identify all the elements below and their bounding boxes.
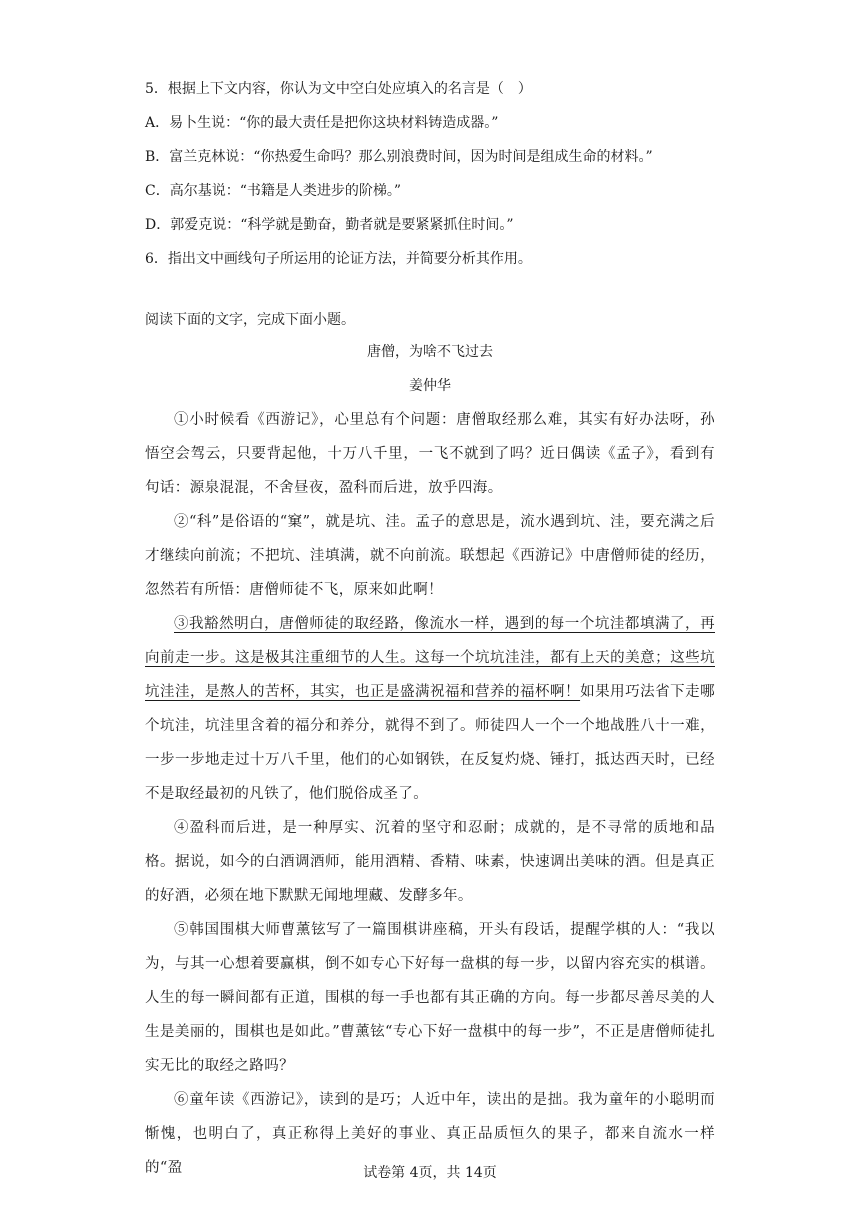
question-5-stem: 5．根据上下文内容，你认为文中空白处应填入的名言是（ ） <box>145 81 532 97</box>
paragraph-2: ②“科”是俗语的“窠”，就是坑、洼。孟子的意思是，流水遇到坑、洼，要充满之后才继续向前流；不把坑、洼填满，就不向前流。联想起《西游记》中唐僧师徒的经历，忽然若有所悟：唐僧师徒不飞，原来如此啊！ <box>145 514 715 598</box>
page-number: 试卷第 4页，共 14页 <box>363 1165 497 1181</box>
paragraph-3-rest: 如果用巧法省下走哪个坑洼，坑洼里含着的福分和养分，就得不到了。师徒四人一个一个地战胜八十一难，一步一步地走过十万八千里，他们的心如钢铁，在反复灼烧、锤打，抵达西天时，已经不是取经最初的凡铁了，他们脱俗成圣了。 <box>145 684 715 802</box>
question-5-option-a: A．易卜生说：“你的最大责任是把你这块材料铸造成器。” <box>145 115 499 131</box>
article-title: 唐僧，为啥不飞过去 <box>367 344 493 360</box>
article-author: 姜仲华 <box>409 378 451 394</box>
underlined-sentence: ③我豁然明白，唐僧师徒的取经路，像流水一样，遇到的每一个坑洼都填满了，再向前走一步。这是极其注重细节的人生。这每一个坑坑洼洼，都有上天的美意；这些坑坑洼洼，是熬人的苦杯，其实，也正是盛满祝福和营养的福杯啊！ <box>145 616 715 700</box>
question-6-stem: 6．指出文中画线句子所运用的论证方法，并简要分析其作用。 <box>145 251 532 267</box>
paragraph-6: ⑥童年读《西游记》，读到的是巧；人近中年，读出的是拙。我为童年的小聪明而惭愧，也明白了，真正称得上美好的事业、真正品质恒久的果子，都来自流水一样的“盈 <box>145 1092 715 1176</box>
article-body <box>145 403 715 1185</box>
question-5-option-b: B．富兰克林说：“你热爱生命吗？那么别浪费时间，因为时间是组成生命的材料。” <box>145 149 653 165</box>
paragraph-3 <box>145 607 715 811</box>
paragraph-5: ⑤韩国围棋大师曹薰铉写了一篇围棋讲座稿，开头有段话，提醒学棋的人：“我以为，与其一心想着要赢棋，倒不如专心下好每一盘棋的每一步，以留内容充实的棋谱。人生的每一瞬间都有正道，围棋的每一手也都有其正确的方向。每一步都尽善尽美的人生是美丽的，围棋也是如此。”曹薰铉“专心下好一盘棋中的每一步”，不正是唐僧师徒扎实无比的取经之路吗？ <box>145 922 715 1074</box>
question-5-option-d: D．郭爱克说：“科学就是勤奋，勤者就是要紧紧抓住时间。” <box>145 217 514 233</box>
question-5-option-c: C．高尔基说：“书籍是人类进步的阶梯。” <box>145 183 402 199</box>
questions-section <box>145 72 725 276</box>
reading-instruction: 阅读下面的文字，完成下面小题。 <box>145 312 355 328</box>
paragraph-1: ①小时候看《西游记》，心里总有个问题：唐僧取经那么难，其实有好办法呀，孙悟空会驾云，只要背起他，十万八千里，一飞不就到了吗？近日偶读《孟子》，看到有句话：源泉混混，不舍昼夜，盈科而后进，放乎四海。 <box>145 412 715 496</box>
paragraph-4: ④盈科而后进，是一种厚实、沉着的坚守和忍耐；成就的，是不寻常的质地和品格。据说，如今的白酒调酒师，能用酒精、香精、味素，快速调出美味的酒。但是真正的好酒，必须在地下默默无闻地埋藏、发酵多年。 <box>145 820 715 904</box>
